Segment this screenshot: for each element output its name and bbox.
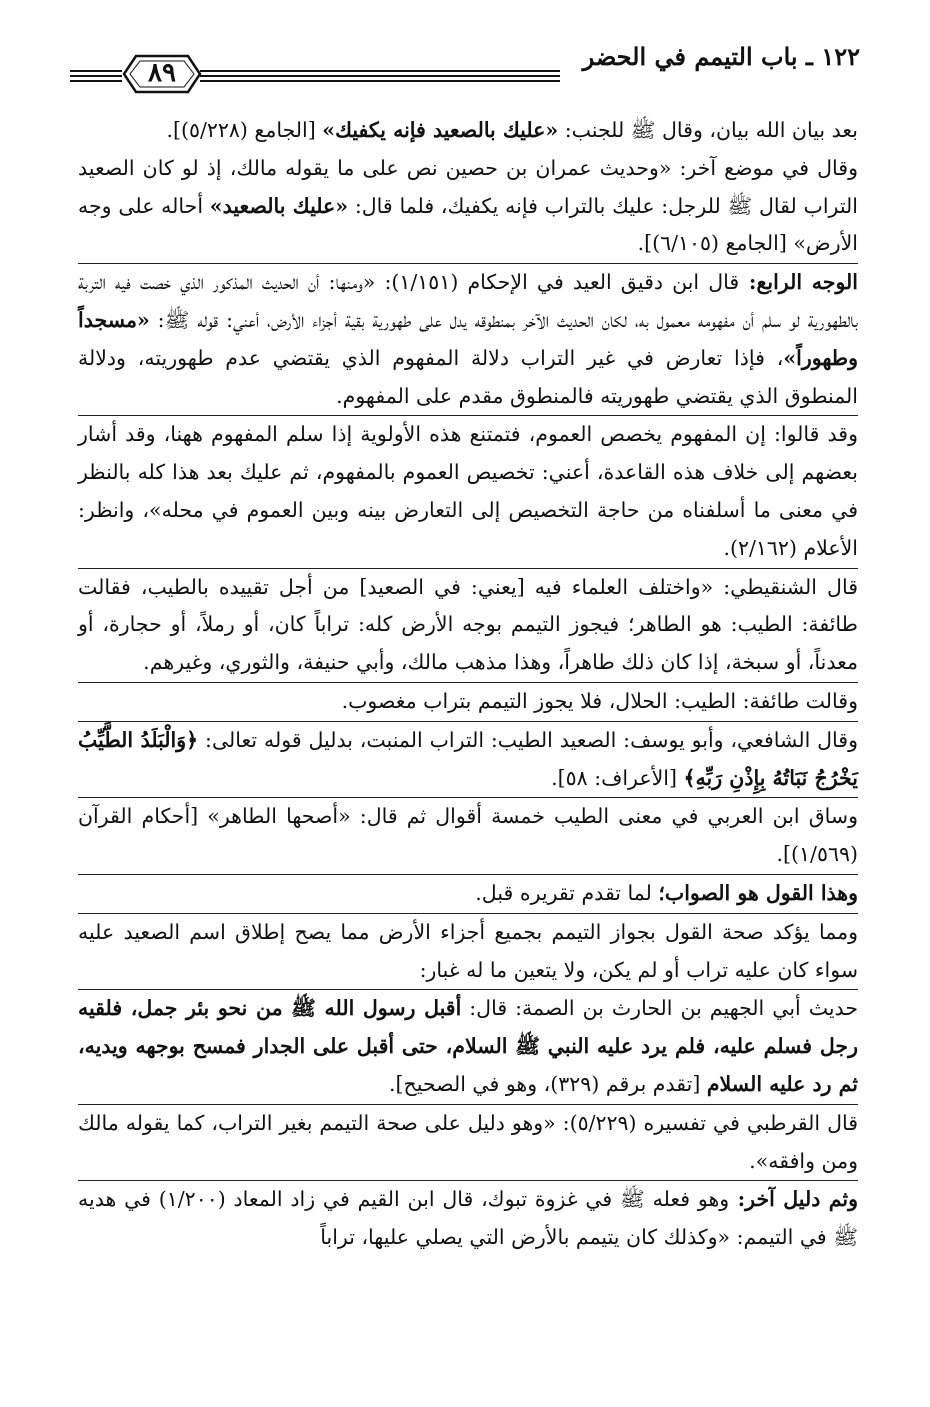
- bold-text: وهذا القول هو الصواب؛: [658, 880, 858, 905]
- header-rule: [70, 70, 122, 72]
- paragraph: [78, 722, 858, 798]
- paragraph: [78, 798, 858, 874]
- text-run: [الجامع (٥/٢٢٨)].: [166, 118, 323, 142]
- header-rule: [200, 75, 560, 77]
- text-run: [الأعراف: ٥٨].: [551, 765, 684, 790]
- header-rule: [200, 80, 560, 82]
- paragraph: [78, 150, 858, 263]
- text-run: وقال في موضع آخر: «وحديث عمران بن حصين نص على ما يقوله مالك، إذ لو كان الصعيد التراب لقال ﷺ للرجل: عليك بالتراب فإنه يكفيك، فلما قال:: [78, 155, 858, 218]
- text-run: بعد بيان الله بيان، وقال ﷺ للجنب:: [558, 118, 858, 142]
- header-rule: [70, 75, 122, 77]
- text-run: وقال الشافعي، وأبو يوسف: الصعيد الطيب: التراب المنبت، بدليل قوله تعالى:: [198, 727, 858, 752]
- header-rule: [200, 70, 560, 72]
- bold-text: «عليك بالصعيد»: [209, 193, 349, 218]
- paragraph: [78, 914, 858, 990]
- text-run: وقالت طائفة: الطيب: الحلال، فلا يجوز التيمم بتراب مغصوب.: [341, 688, 858, 713]
- paragraph: [78, 264, 858, 415]
- bold-text: وثم دليل آخر:: [729, 1187, 858, 1212]
- text-run: وقد قالوا: إن المفهوم يخصص العموم، فتمتنع هذه الأولوية إذا سلم المفهوم ههنا، وقد أشار بعضهم إلى خلاف هذه القاعدة، أعني: تخصيص العموم بالمفهوم، ثم عليك بعد هذا كله بالنظر في معنى ما أسلفناه من حاجة التخصيص إلى التعارض بينه وبين العموم في محله»، وانظر: الأعلام (٢/١٦٢).: [78, 422, 858, 560]
- bold-text: الوجه الرابع:: [739, 270, 858, 295]
- paragraph: [78, 1105, 858, 1181]
- paragraph: [78, 112, 858, 150]
- text-run: حديث أبي الجهيم بن الحارث بن الصمة: قال:: [461, 996, 858, 1021]
- text-run: ومما يؤكد صحة القول بجواز التيمم بجميع أجزاء الأرض مما يصح إطلاق اسم الصعيد عليه سواء كان عليه تراب أو لم يكن، ولا يتعين ما له غبار:: [78, 919, 858, 982]
- paragraph: [78, 1181, 858, 1257]
- page-body: [78, 112, 858, 1257]
- text-run: قال ابن دقيق العيد في الإحكام (١/١٥١): «ومنها: أن الحديث المذكور الذي خصت فيه التربة بالطهورية لو سلم أن مفهومه معمول به، لكان الحديث الآخر بمنطوقه يدل على طهورية بقية أجزاء الأرض، أعني: قوله ﷺ:: [78, 270, 858, 332]
- page-number: ٨٩: [148, 58, 176, 88]
- paragraph: [78, 416, 858, 567]
- text-run: أحاله على وجه الأرض» [الجامع (٦/١٠٥)].: [78, 193, 858, 256]
- page-number-badge: [122, 52, 202, 96]
- paragraph: [78, 990, 858, 1103]
- header-rule: [70, 80, 122, 82]
- bold-text: «عليك بالصعيد فإنه يكفيك»: [322, 118, 559, 142]
- bold-text: ﴿وَالْبَلَدُ الطَّيِّبُ يَخْرُجُ نَبَاتُهُ بِإِذْنِ رَبِّهِ﴾: [78, 727, 858, 790]
- text-run: لما تقدم تقريره قبل.: [475, 880, 659, 905]
- bold-text: أقبل رسول الله ﷺ من نحو بئر جمل، فلقيه رجل فسلم عليه، فلم يرد عليه النبي ﷺ السلام، حتى أقبل على الجدار فمسح بوجهه ويديه، ثم رد عليه السلام: [78, 996, 858, 1096]
- bold-text: «مسجداً وطهوراً»: [78, 307, 858, 370]
- text-run: قال الشنقيطي: «واختلف العلماء فيه [يعني: في الصعيد] من أجل تقييده بالطيب، فقالت طائفة: الطيب: هو الطاهر؛ فيجوز التيمم بوجه الأرض كله: تراباً كان، أو رملاً، أو حجارة، أو معدناً، أو سبخة، إذا كان ذلك طاهراً، وهذا مذهب مالك، وأبي حنيفة، والثوري، وغيرهم.: [78, 574, 858, 675]
- text-run: قال القرطبي في تفسيره (٥/٢٢٩): «وهو دليل على صحة التيمم بغير التراب، كما يقوله مالك ومن وافقه».: [78, 1110, 859, 1173]
- text-run: وهو فعله ﷺ في غزوة تبوك، قال ابن القيم في زاد المعاد (١/٢٠٠) في هديه ﷺ في التيمم: «وكذلك كان يتيمم بالأرض التي يصلي عليها، تراباً: [78, 1187, 858, 1250]
- paragraph: [78, 683, 858, 721]
- paragraph: [78, 875, 858, 913]
- page-header: [70, 42, 860, 102]
- text-run: [تقدم برقم (٣٢٩)، وهو في الصحيح].: [389, 1071, 707, 1096]
- text-run: وساق ابن العربي في معنى الطيب خمسة أقوال ثم قال: «أصحها الطاهر» [أحكام القرآن (١/٥٦٩)].: [78, 804, 858, 867]
- text-run: ، فإذا تعارض في غير التراب دلالة المفهوم الذي يقتضي عدم طهوريته، ودلالة المنطوق الذي يقتضي طهوريته فالمنطوق مقدم على المفهوم.: [78, 345, 858, 408]
- paragraph: [78, 569, 858, 682]
- running-title: ١٢٢ ـ باب التيمم في الحضر: [582, 42, 860, 71]
